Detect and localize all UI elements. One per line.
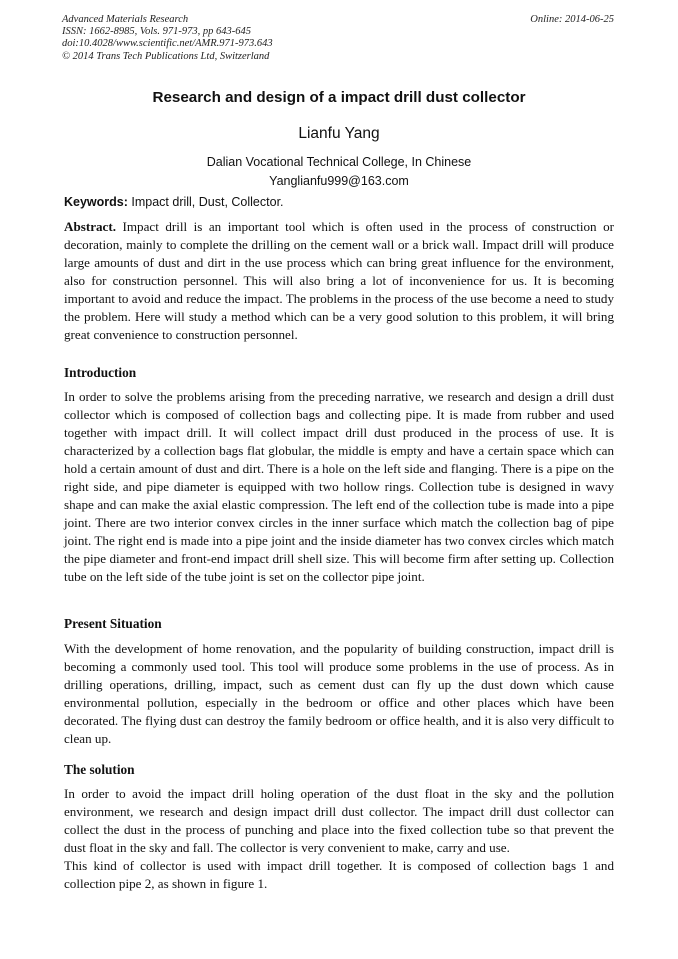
abstract-text: Impact drill is an important tool which is often used in the process of construction or decoration, mainly to complete the drilling on the cement wall or a brick wall. Impact drill will produce large amounts of dust and dirt in the use process which can bring great influence for the environment, also for construction personnel. This will also bring a lot of inconvenience for us. It is becoming important to avoid and reduce the impact. The problems in the process of the use become a need to study the problem. Here will study a method which can be a very good solution to this problem, it will bring great convenience to construction personnel. xyxy=(64,219,614,343)
author-name: Lianfu Yang xyxy=(298,125,380,142)
abstract xyxy=(64,218,614,344)
present-situation-paragraph: With the development of home renovation, and the popularity of building construction, impact drill is becoming a commonly used tool. This tool will produce some problems in the use of process. As in drilling operations, drilling, impact, such as cement dust can fly up the dust down which cause environmental pollution, especially in the bedroom or office and other places which have been decorated. The flying dust can destroy the family bedroom or office health, and it is also very difficult to clean up. xyxy=(64,641,614,747)
affiliation-block xyxy=(0,153,678,191)
copyright-line: © 2014 Trans Tech Publications Ltd, Switzerland xyxy=(62,50,270,62)
journal-name: Advanced Materials Research xyxy=(62,14,189,25)
solution-paragraph-2: This kind of collector is used with impact drill together. It is composed of collection bags 1 and collection pipe 2, as shown in figure 1. xyxy=(64,858,614,892)
section-heading-introduction: Introduction xyxy=(64,365,137,380)
doi-line: doi:10.4028/www.scientific.net/AMR.971-973.643 xyxy=(62,38,273,50)
journal-header xyxy=(62,14,614,63)
section-heading-solution: The solution xyxy=(64,762,135,777)
solution-paragraph-1: In order to avoid the impact drill holing operation of the dust float in the sky and the pollution environment, we research and design impact drill dust collector. The impact drill dust collector can collect the dust in the process of punching and place into the fixed collection tube so that prevent the dust float in the sky and fall. The collector is very convenient to make, carry and use. xyxy=(64,786,614,856)
issn-line: ISSN: 1662-8985, Vols. 971-973, pp 643-645 xyxy=(62,26,251,38)
section-heading-present-situation: Present Situation xyxy=(64,616,162,631)
online-date: Online: 2014-06-25 xyxy=(530,14,614,25)
author-email: Yanglianfu999@163.com xyxy=(269,174,409,188)
abstract-label: Abstract. xyxy=(64,219,116,234)
introduction-paragraph: In order to solve the problems arising from the preceding narrative, we research and design a drill dust collector which is composed of collection bags and collecting pipe. It is made from rubber and used together with impact drill. It will collect impact drill dust produced in the process of use. It is characterized by a collection bags flat globular, the middle is empty and have a certain space which can hold a certain amount of dust and dirt. There is a hole on the left side and flanging. There is a pipe on the right side, and pipe diameter is equipped with two hollow rings. Collection tube is designed in wavy shape and can make the axial elastic compression. The left end of the collection tube is made into a pipe joint. There are two interior convex circles in the inner surface which match the collection bag of pipe joint. The right end is made into a pipe joint and the inside diameter has two convex circles which match the pipe diameter and front-end impact drill shell size. This will become firm after setting up. Collection tube on the left side of the tube joint is set on the collector pipe joint. xyxy=(64,389,614,585)
affiliation: Dalian Vocational Technical College, In Chinese xyxy=(206,155,472,169)
keywords xyxy=(64,195,614,209)
paper-title: Research and design of a impact drill dust collector xyxy=(152,89,526,106)
keywords-label: Keywords: xyxy=(64,195,128,209)
keywords-text: Impact drill, Dust, Collector. xyxy=(127,195,284,209)
